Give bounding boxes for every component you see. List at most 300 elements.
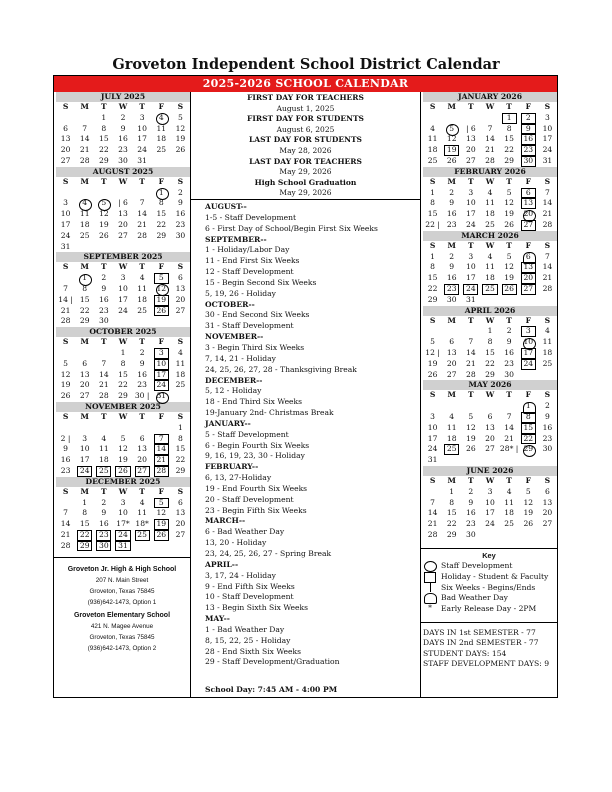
event-item: 13, 20 - Holiday [205,538,267,548]
day-cell: 21 [152,455,171,466]
day-cell [75,242,94,253]
day-cell: 12 [99,209,109,219]
key-date-value: August 1, 2025 [276,103,335,113]
week-row [56,508,190,519]
weekday-label: S [177,262,184,272]
day-cell: 27 [175,529,186,539]
weekday-label: M [447,176,456,186]
day-cell: 28* | [499,444,519,454]
day-cell: 8 [120,358,126,368]
week-row [56,124,190,135]
key-date-value: August 6, 2025 [276,124,335,134]
day-cell [538,455,557,466]
day-cell: 7 [544,187,550,197]
day-cell: 17 [485,508,495,518]
day-cell [113,316,132,327]
day-cell: 29 [427,294,438,304]
day-cell: 1 [430,251,435,261]
day-cell [500,295,519,306]
day-cell: 4 [177,347,183,357]
day-cell: 9 [101,283,107,293]
day-cell: 31 [466,294,476,304]
week-row [56,380,190,391]
day-cell: 4 [75,198,94,209]
weekday-label: T [139,337,145,347]
day-cell [133,188,152,199]
day-cell: 20 [60,145,71,155]
day-cell: 14 [504,422,514,432]
week-row [423,273,557,284]
event-item: 13 - Begin Sixth Six Weeks [205,603,308,613]
day-cell [500,401,519,412]
legend [421,548,557,614]
event-item: 11 - End First Six Weeks [205,256,300,266]
day-cell: 17 [118,294,128,304]
key-date-heading: FIRST DAY FOR STUDENTS [247,114,364,124]
day-cell: 11 [485,198,495,208]
event-item: 1-5 - Staff Development [205,212,297,222]
day-cell [133,423,152,434]
event-item: 7, 14, 21 - Holiday [205,353,276,363]
day-cell: 21 [99,380,109,390]
day-cell: 13 [446,347,457,357]
week-row [56,391,190,402]
day-cell: 31 [542,155,553,165]
week-row [423,444,557,455]
day-cell: 19 [118,455,128,465]
day-cell: 14 [466,347,476,357]
day-cell [113,242,132,253]
week-row [56,530,190,541]
weekday-label: M [80,262,89,272]
day-cell: 2 [101,497,107,507]
calendar-banner: 2025-2026 SCHOOL CALENDAR [54,76,557,92]
day-cell: 13 [60,134,71,144]
day-cell: 1 [487,326,493,336]
day-cell: 2 [449,187,455,197]
week-row [423,156,557,167]
day-cell: 5 [177,112,183,122]
weekday-label: T [468,475,474,485]
day-cell: 21 [60,305,71,315]
month-calendar [423,92,557,167]
day-cell: 16 [118,134,128,144]
day-cell: 27 [133,466,152,477]
day-cell: 2 [139,347,145,357]
event-month-heading: DECEMBER-- [205,375,263,385]
day-cell: | 6 [118,198,128,208]
day-cell: 26 [466,444,476,454]
weekday-label: T [101,262,107,272]
day-cell: 20 [519,273,538,284]
weekday-label: T [506,102,512,111]
weekday-label: T [101,411,107,421]
asterisk-icon: * [428,603,432,613]
day-cell: 9 [139,358,145,368]
day-cell: 3 [468,251,474,261]
day-cell: 29 [504,155,514,165]
week-row [56,498,190,509]
weekday-label: S [177,102,184,111]
day-cell [133,242,152,253]
day-cell: 11 [504,497,514,507]
weekday-label: F [158,176,164,186]
day-cell: 15 [118,369,128,379]
week-row [56,306,190,317]
day-cell: 22 [519,434,538,445]
day-cell: 11 [446,422,457,432]
weekday-label: T [506,315,512,325]
week-row [56,295,190,306]
weekday-label: S [544,102,551,111]
weekday-label: T [468,102,474,111]
weekday-label: W [485,176,495,186]
square-icon [423,572,437,582]
day-cell: 19 [442,145,461,156]
weekday-label: S [62,337,69,347]
month-calendar [423,306,557,381]
day-cell: 17 [137,134,147,144]
day-cell: 12 [118,444,128,454]
day-cell: 24 [113,530,132,541]
day-cell: 23 [137,380,147,390]
day-cell [133,541,152,552]
event-item: 18 - End Third Six Weeks [205,397,303,407]
weekday-label: T [101,337,107,347]
day-cell: 26 [427,369,438,379]
week-row [56,359,190,370]
weekday-label: M [80,486,89,496]
week-row [56,145,190,156]
day-cell [56,498,75,509]
day-cell [56,423,75,434]
day-cell: 21 [542,273,553,283]
legend-label: Staff Development [441,561,513,571]
day-cell: 20 [519,209,538,220]
weekday-header [423,102,557,113]
weekday-label: W [485,475,495,485]
weekday-label: F [525,176,531,186]
weekday-label: T [101,486,107,496]
week-row [423,209,557,220]
school-address: 207 N. Main Street [95,577,149,585]
weekday-label: S [429,315,436,325]
event-month-heading: MARCH-- [205,516,246,526]
day-cell [461,401,480,412]
day-cell: 24 [519,359,538,370]
day-cell: 15 [519,423,538,434]
day-cell: 9 [101,508,107,518]
event-item: 3 - Begin Third Six Weeks [205,342,305,352]
day-cell: 27 [466,155,476,165]
day-cell [442,326,461,337]
day-cell: 25 [175,380,186,390]
legend-label: Six Weeks - Begins/Ends [441,582,536,592]
week-row [56,423,190,434]
day-cell: 4 [152,113,171,124]
day-cell: 18 [99,455,109,465]
day-cell: 29 [79,316,90,326]
weekday-label: S [62,102,69,111]
day-cell [94,242,113,253]
day-cell: 13 [137,444,147,454]
month-title: NOVEMBER 2025 [56,402,190,412]
week-row [423,252,557,263]
day-cell: 25 [156,145,167,155]
day-cell: 12 [175,123,186,133]
day-cell: 18 [504,508,514,518]
day-cell: 11 [427,134,438,144]
weekday-label: W [485,315,495,325]
day-cell: 13 [175,283,186,293]
day-cell [56,113,75,124]
day-cell: 29 [118,391,128,401]
day-cell: 18 [137,294,147,304]
day-cell: 1 [82,497,88,507]
events-list [191,200,420,668]
weekday-label: S [544,475,551,485]
day-cell: 12 | [425,347,440,357]
key-date-heading: High School Graduation [254,177,357,187]
day-cell: 23 [446,219,457,229]
legend-item [421,571,557,582]
weekday-label: M [80,337,89,347]
week-row [423,508,557,519]
day-cell: 11 [485,262,495,272]
day-cell [171,242,190,253]
day-cell: 16 [542,422,553,432]
day-cell: 7 [63,508,68,518]
weekday-label: W [485,390,495,400]
weekday-header [423,241,557,252]
day-cell: 10 [466,262,476,272]
weekday-label: F [525,475,531,485]
weekday-header [56,337,190,348]
day-cell: 25 [94,466,113,477]
day-cell: 20 [137,455,147,465]
day-cell: 13 [542,497,553,507]
event-month-heading: JANUARY-- [205,418,251,428]
day-cell: 20 [466,145,476,155]
circle-icon [423,561,437,571]
weekday-label: T [101,102,107,111]
day-cell: 16 [99,294,109,304]
week-row [56,231,190,242]
day-cell: 12 [504,262,514,272]
event-item: 23, 24, 25, 26, 27 - Spring Break [205,549,332,558]
day-cell: 18* [135,519,149,529]
day-cell: 30 [99,316,109,326]
key-date-value: May 28, 2026 [279,145,332,155]
day-cell [171,156,190,167]
day-cell: 6 [544,486,550,496]
event-item: 6 - Begin Fourth Six Weeks [205,440,310,450]
day-cell: 27 [519,284,538,295]
day-cell: 30 [466,529,476,539]
day-cell [113,423,132,434]
day-cell [75,423,94,434]
month-title: SEPTEMBER 2025 [56,252,190,262]
day-cell: 20 [175,294,186,304]
day-cell: 26 [152,306,171,317]
day-cell: 6 [487,411,493,421]
day-cell: 13 [118,209,128,219]
day-cell: 10 [118,508,128,518]
day-cell: 23 [60,465,71,475]
stat-line: STUDENT DAYS: 154 [423,648,507,658]
day-cell [75,188,94,199]
day-cell: 18 [156,134,167,144]
day-cell: 20 [542,508,553,518]
day-cell: 30 | [134,391,150,401]
weekday-label: T [468,390,474,400]
left-month-calendars [54,92,190,551]
day-cell: 7 [468,337,474,347]
weekday-label: F [525,240,531,250]
day-cell [519,455,538,466]
month-calendar [56,252,190,327]
school-name: Groveton Jr. High & High School [67,566,177,574]
weekday-label: T [506,390,512,400]
day-cell [152,541,171,552]
day-cell: 14 [427,508,438,518]
week-row [56,370,190,381]
day-cell: 22 [485,358,495,368]
day-cell: 14 [485,134,495,144]
month-calendar [423,466,557,541]
day-cell: 18 [485,209,495,219]
day-cell: 3 [468,187,474,197]
stat-line: DAYS IN 1st SEMESTER - 77 [423,627,536,637]
day-cell: 22 [175,455,186,465]
day-cell: 20 [118,219,128,229]
day-cell: 8 [158,198,164,208]
day-cell: 12 [504,198,514,208]
day-cell: 13 [466,134,476,144]
day-cell: 23 [442,284,461,295]
day-cell: 1 [120,347,126,357]
day-cell: 14 [60,519,71,529]
week-row [56,113,190,124]
weekday-label: T [468,240,474,250]
day-cell: 14 | [58,294,73,304]
calendar-frame [53,75,558,698]
event-item: 6 - First Day of School/Begin First Six Weeks [205,223,378,233]
day-cell: 27 [519,220,538,231]
day-cell: 6 [449,337,455,347]
day-cell [152,423,171,434]
day-cell: 13 [519,262,538,273]
day-cell: 21 [466,358,476,368]
day-cell: 20 [485,433,495,443]
right-month-calendars [421,92,557,541]
day-cell: 29 [519,444,538,455]
month-title: AUGUST 2025 [56,167,190,177]
day-cell: 16 [446,209,457,219]
month-calendar [56,327,190,402]
weekday-label: S [177,176,184,186]
weekday-label: T [468,176,474,186]
day-cell: 4 [449,411,455,421]
day-cell: 24 [542,145,553,155]
right-column [421,92,557,697]
day-cell: 9 [506,337,512,347]
event-month-heading: OCTOBER-- [205,299,255,309]
event-item: 10 - Staff Development [205,592,294,602]
key-date-heading: LAST DAY FOR TEACHERS [249,156,362,166]
day-cell: 11 [99,444,109,454]
weekday-label: M [447,475,456,485]
day-cell: 6 [519,252,538,263]
day-cell: 17 [519,348,538,359]
day-cell [500,455,519,466]
day-cell: 4 [139,273,145,283]
day-cell [442,113,461,124]
day-cell: 15 [446,508,457,518]
weekday-label: S [177,337,184,347]
week-row [56,156,190,167]
day-cell: 10 [427,422,438,432]
day-cell: 26 [175,145,186,155]
month-calendar [56,477,190,552]
event-item: 5, 19, 26 - Holiday [205,288,276,298]
day-cell: 27 [175,305,186,315]
day-cell: 14 [542,262,553,272]
day-cell: 7 [82,123,88,133]
day-cell: 4 [506,486,512,496]
day-cell [423,487,442,498]
day-cell: 12 [523,497,534,507]
day-cell: 26 [99,230,109,240]
day-cell: 16 [60,455,71,465]
day-cell [480,295,499,306]
day-cell: 9 [63,444,68,454]
day-cell: 23 [99,305,109,315]
day-cell: 8 [519,412,538,423]
pentagon-icon [423,593,437,603]
day-cell: 4 [487,251,493,261]
day-cell [75,348,94,359]
month-calendar [56,167,190,253]
day-cell: 21 [79,145,90,155]
day-cell: 6 [177,497,183,507]
day-cell: 17 [542,134,553,144]
day-cell: 22 [79,305,90,315]
day-cell: 24 [118,305,128,315]
day-cell: 18 [446,433,457,443]
day-cell: 5 [525,486,531,496]
weekday-header [56,412,190,423]
key-dates-box [191,92,420,200]
day-cell: 9 [519,124,538,135]
day-cell: 10 [542,123,553,133]
day-cell: 4 [139,497,145,507]
day-cell [94,423,113,434]
key-date-heading: LAST DAY FOR STUDENTS [249,135,362,145]
day-cell: 2 [120,112,126,122]
week-row [423,134,557,145]
day-cell: 22 [75,530,94,541]
day-cell: 18 [79,219,90,229]
day-cell: 19 [60,380,71,390]
day-cell: 23 [542,433,553,443]
event-item: 6 - Bad Weather Day [205,527,285,537]
event-month-heading: FEBRUARY-- [205,462,259,472]
day-cell: 3 [139,112,145,122]
week-row [56,466,190,477]
day-cell: 26 [60,391,71,401]
day-cell: 18 [427,145,438,155]
